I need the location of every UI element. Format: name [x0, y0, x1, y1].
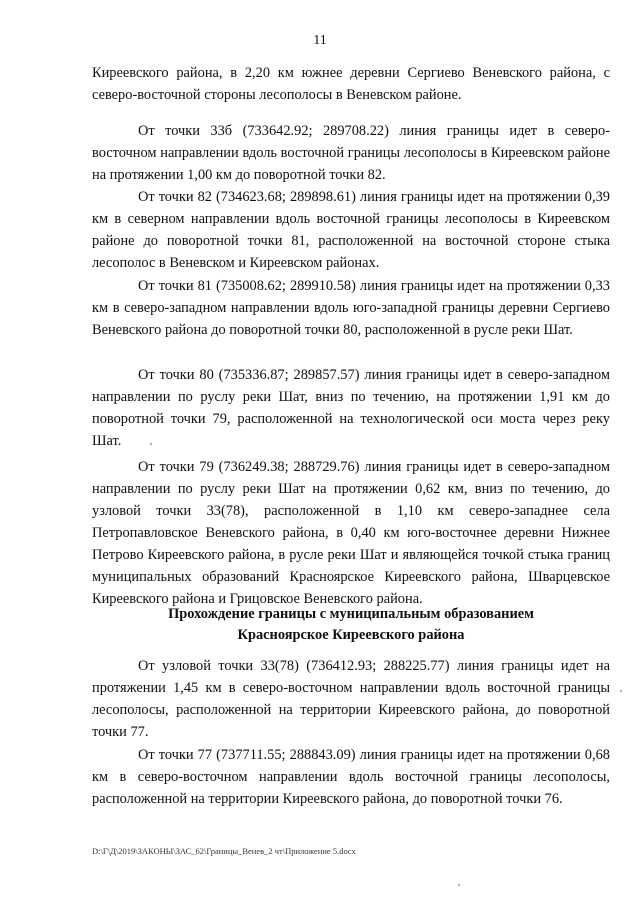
paragraph-point-79: От точки 79 (736249.38; 288729.76) линия границы идет в северо-западном направлении по руслу реки Шат на протяжении 0,62 км, вниз по течению, до узловой точки 33(78), расположенной в 1,10 км северо-западнее села Петропавловское Веневского района, в 0,40 км юго-восточнее деревни Нижнее Петрово Киреевского района, в русле реки Шат и являющейся точкой стыка границ муниципальных образований Красноярское Киреевского района, Шварцевское Киреевского района и Грицовское Веневского района. — [92, 459, 610, 607]
scan-speck — [620, 690, 622, 692]
paragraph-point-77: От точки 77 (737711.55; 288843.09) линия границы идет на протяжении 0,68 км в северо-восточном направлении вдоль восточной границы лесополосы, расположенной на территории Киреевского района, до поворотной точки 76. — [92, 747, 610, 807]
file-path-footer: D:\Г\Д\2019\ЗАКОНЫ\ЗАС_62\Границы_Венев_2 чт\Приложение 5.docx — [92, 846, 356, 856]
page-number: 11 — [313, 33, 327, 48]
section-heading-line2: Красноярское Киреевского района — [237, 627, 465, 643]
paragraph-point-80: От точки 80 (735336.87; 289857.57) линия границы идет в северо-западном направлении по руслу реки Шат, вниз по течению, на протяжении 1,91 км до поворотной точки 79, расположенной на технологической оси моста через реку Шат. — [92, 367, 610, 449]
paragraph-point-33b: От точки 33б (733642.92; 289708.22) линия границы идет в северо-восточном направлении вдоль восточной границы лесополосы в Киреевском районе на протяжении 1,00 км до поворотной точки 82. — [92, 123, 610, 183]
paragraph-node-33-78: От узловой точки 33(78) (736412.93; 288225.77) линия границы идет на протяжении 1,45 км в северо-восточном направлении вдоль восточной границы лесополосы, расположенной на территории Киреевского района, до поворотной точки 77. — [92, 658, 610, 740]
section-heading-line1: Прохождение границы с муниципальным образованием — [168, 606, 534, 622]
paragraph-point-82: От точки 82 (734623.68; 289898.61) линия границы идет на протяжении 0,39 км в северном направлении вдоль восточной границы лесополосы в Киреевском районе до поворотной точки 81, расположенной на восточной стороне стыка лесополос в Веневском и Киреевском районах. — [92, 189, 610, 271]
paragraph-continuation: Киреевского района, в 2,20 км южнее деревни Сергиево Веневского района, с северо-восточной стороны лесополосы в Веневском районе. — [92, 65, 610, 103]
section-heading — [92, 604, 610, 646]
scan-speck — [458, 884, 460, 886]
scan-speck — [150, 443, 152, 445]
paragraph-point-81: От точки 81 (735008.62; 289910.58) линия границы идет на протяжении 0,33 км в северо-западном направлении вдоль юго-западной границы деревни Сергиево Веневского района до поворотной точки 80, расположенной в русле реки Шат. — [92, 278, 610, 338]
